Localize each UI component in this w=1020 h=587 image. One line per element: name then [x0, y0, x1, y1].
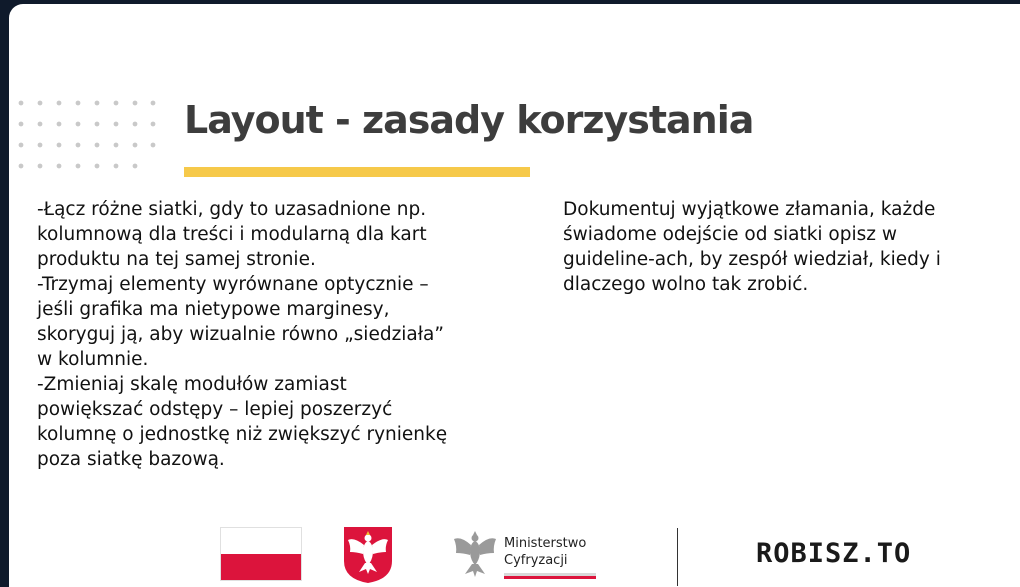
right-column-text: Dokumentuj wyjątkowe złamania, każde świadome odejście od siatki opisz w guideline-ach, by zespół wiedział, kiedy i dlaczego wolno tak zrobić. — [563, 199, 941, 295]
ministry-logo — [451, 529, 601, 585]
polish-eagle-emblem-icon — [342, 525, 394, 585]
left-column-text: -Łącz różne siatki, gdy to uzasadnione np. kolumnową dla treści i modularną dla kart produktu na tej samej stronie. -Trzymaj elementy wyrównane optycznie – jeśli grafika ma nietypowe marginesy, skoryguj ją, aby wizualnie równo „siedziała” w kolumnie. -Zmieniaj skalę modułów zamiast powiększać odstępy – lepiej poszerzyć kolumnę o jednostkę niż zwiększyć rynienkę poza siatkę bazową. — [37, 199, 448, 470]
slide — [9, 4, 1020, 587]
flag-red-stripe — [221, 554, 301, 580]
slide-title: Layout - zasady korzystania — [184, 98, 754, 142]
title-underline — [184, 167, 530, 177]
dot-grid-decoration — [17, 99, 157, 179]
ministry-flag-rule — [504, 573, 596, 579]
ministry-name: Ministerstwo Cyfryzacji — [504, 536, 587, 568]
footer-divider — [677, 528, 678, 586]
flag-white-stripe — [221, 528, 301, 554]
ministry-eagle-icon — [451, 529, 499, 583]
polish-flag-icon — [220, 527, 302, 581]
brand-logo: ROBISZ.TO — [756, 538, 912, 569]
